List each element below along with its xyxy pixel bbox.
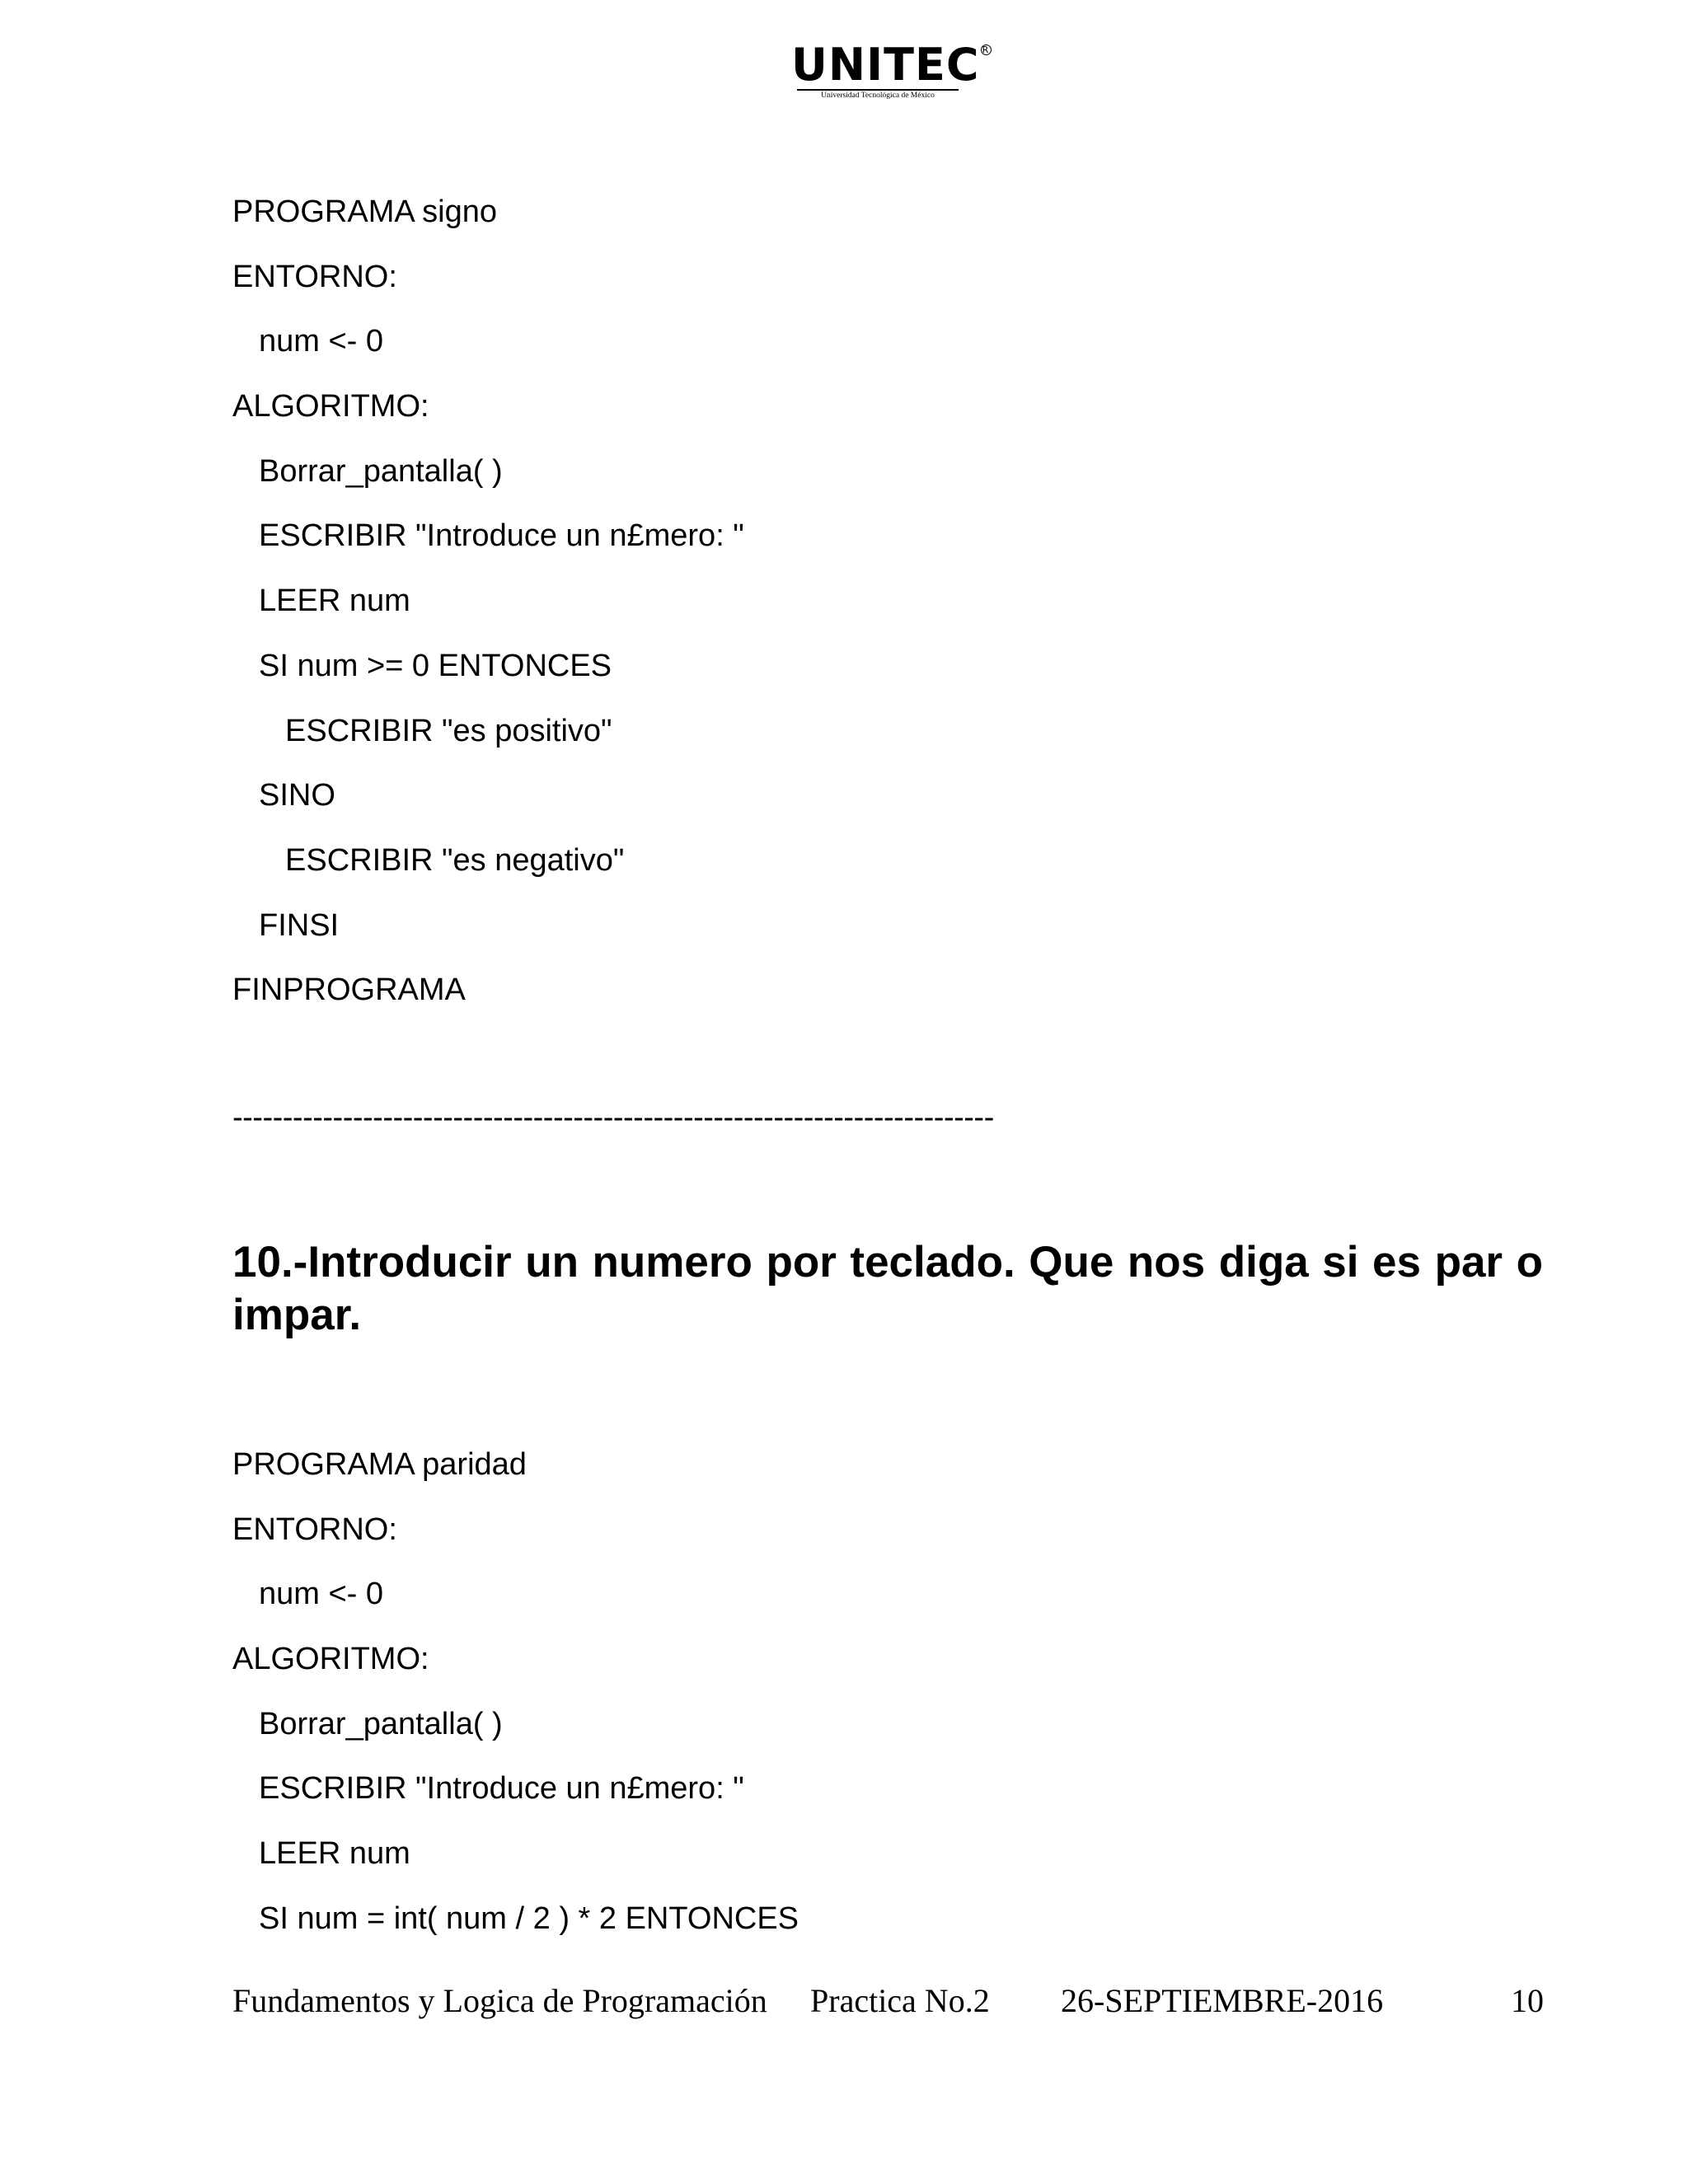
footer-date: 26-SEPTIEMBRE-2016 [1061, 1982, 1384, 2019]
code-line: ENTORNO: [232, 259, 397, 294]
code-line: LEER num [259, 1836, 410, 1872]
code-line: SI num >= 0 ENTONCES [259, 648, 612, 683]
code-line: Borrar_pantalla( ) [259, 453, 503, 489]
code-line: ESCRIBIR "Introduce un n£mero: " [259, 1771, 744, 1807]
section-separator: ---------------------------------------------------------------------------- [232, 1100, 994, 1135]
code-line: num <- 0 [259, 1577, 384, 1612]
code-line: ALGORITMO: [232, 1642, 429, 1677]
code-line: ESCRIBIR "Introduce un n£mero: " [259, 518, 744, 554]
unitec-logo [791, 39, 990, 107]
code-line: FINPROGRAMA [232, 972, 466, 1008]
footer-practice-number: Practica No.2 [810, 1982, 990, 2019]
code-line: LEER num [259, 583, 410, 619]
code-line: SI num = int( num / 2 ) * 2 ENTONCES [259, 1900, 799, 1936]
footer-page-number: 10 [1511, 1982, 1544, 2019]
code-line: ESCRIBIR "es positivo" [285, 713, 612, 748]
logo-wordmark [791, 39, 990, 91]
logo-subtitle: Universidad Tecnológica de México [821, 91, 935, 100]
registered-mark-icon: R [981, 45, 992, 55]
code-line: SINO [259, 778, 335, 813]
code-line: ALGORITMO: [232, 389, 429, 424]
code-line: num <- 0 [259, 324, 384, 359]
code-line: ESCRIBIR "es negativo" [285, 842, 625, 878]
code-line: PROGRAMA signo [232, 194, 497, 229]
logo-text: UNITEC [791, 39, 980, 91]
code-line: PROGRAMA paridad [232, 1447, 527, 1482]
code-line: FINSI [259, 907, 340, 943]
page-footer [0, 1976, 1688, 2026]
footer-course-title: Fundamentos y Logica de Programación [232, 1982, 767, 2019]
exercise-10-heading: 10.-Introducir un numero por teclado. Que nos diga si es par o impar. [232, 1238, 1543, 1339]
code-line: ENTORNO: [232, 1511, 397, 1547]
program-signo-code [232, 180, 744, 1023]
code-line: Borrar_pantalla( ) [259, 1706, 503, 1741]
program-paridad-code [232, 1432, 799, 1952]
